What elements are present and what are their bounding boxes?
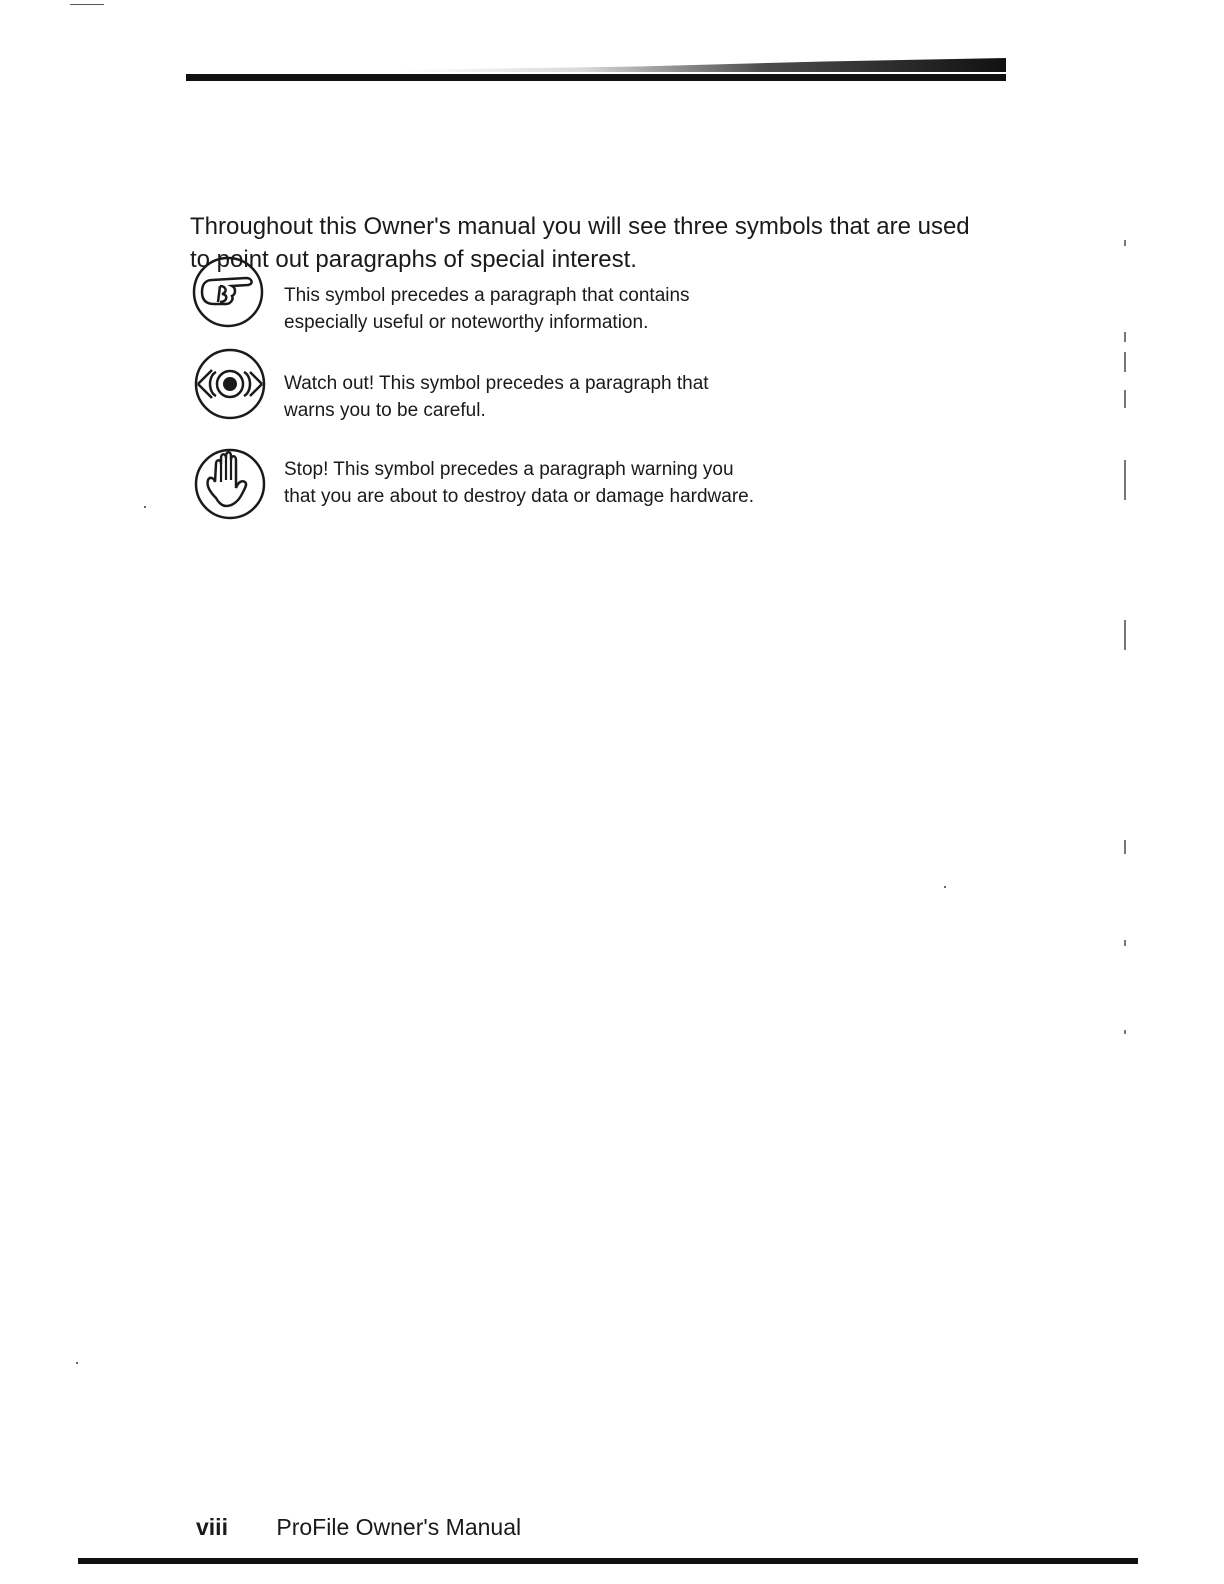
symbol-warning-line-2: that you are about to destroy data or damage hardware. xyxy=(284,486,755,507)
scan-speck xyxy=(76,1362,78,1364)
symbol-warning-line-1: Stop! This symbol precedes a paragraph warning you xyxy=(284,459,734,480)
symbol-note-line-2: especially useful or noteworthy information. xyxy=(284,312,649,333)
symbol-caution-line-2: warns you to be careful. xyxy=(284,400,486,421)
stop-hand-icon xyxy=(190,442,270,522)
symbol-entry-caution xyxy=(190,344,950,424)
symbol-entry-note xyxy=(190,254,950,334)
pointing-hand-icon xyxy=(190,254,270,334)
eye-icon xyxy=(190,344,270,424)
intro-paragraph: Throughout this Owner's manual you will see three symbols that are used to point out paragraphs of special interest. xyxy=(190,213,970,273)
scan-speck xyxy=(944,886,946,888)
scan-speck xyxy=(144,506,146,508)
page-footer xyxy=(196,1514,521,1541)
symbol-note-line-1: This symbol precedes a paragraph that contains xyxy=(284,285,690,306)
symbol-entry-warning xyxy=(190,442,950,522)
scan-edge-marks xyxy=(1124,240,1128,1140)
footer-title: ProFile Owner's Manual xyxy=(276,1514,522,1540)
page-number: viii xyxy=(196,1514,228,1540)
bottom-rule xyxy=(78,1558,1138,1564)
top-rule xyxy=(186,74,1006,81)
corner-mark xyxy=(70,4,104,5)
symbol-caution-line-1: Watch out! This symbol precedes a paragraph that xyxy=(284,373,709,394)
top-rule-fade xyxy=(400,58,1006,72)
